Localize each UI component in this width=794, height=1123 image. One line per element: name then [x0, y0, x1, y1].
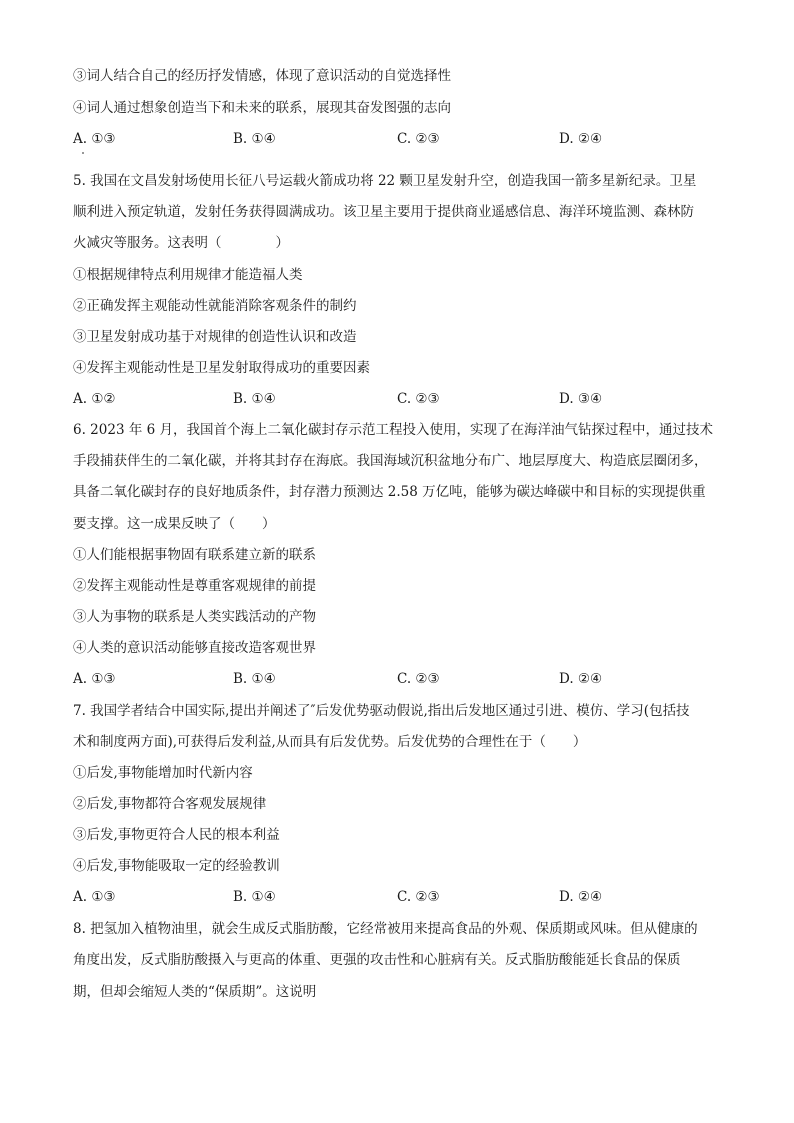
stray-dot-mark: [82, 152, 84, 154]
q7-stem-line-1: 7. 我国学者结合中国实际,提出并阐述了″后发优势驱动假说,指出后发地区通过引进、模仿、学习(包括技: [73, 703, 690, 719]
q5-statement-4: ④发挥主观能动性是卫星发射取得成功的重要因素: [73, 360, 370, 376]
q4-option-b: B. ①④: [233, 131, 276, 147]
q6-stem-line-4: 要支撑。这一成果反映了（ ）: [73, 516, 276, 532]
q8-stem-line-1: 8. 把氢加入植物油里，就会生成反式脂肪酸，它经常被用来提高食品的外观、保质期或风味。但从健康的: [73, 921, 698, 937]
q4-option-c: C. ②③: [397, 131, 440, 147]
q7-stem-line-2: 术和制度两方面),可获得后发利益,从而具有后发优势。后发优势的合理性在于（ ）: [73, 734, 587, 750]
q5-options: [73, 390, 733, 408]
q6-stem-line-1: 6. 2023 年 6 月，我国首个海上二氧化碳封存示范工程投入使用，实现了在海洋油气钻探过程中，通过技术: [73, 422, 713, 438]
q5-statement-2: ②正确发挥主观能动性就能消除客观条件的制约: [73, 298, 357, 314]
q8-stem-line-2: 角度出发，反式脂肪酸摄入与更高的体重、更强的攻击性和心脏病有关。反式脂肪酸能延长食品的保质: [73, 952, 681, 968]
q7-statement-2: ②后发,事物都符合客观发展规律: [73, 796, 267, 812]
q6-statement-4: ④人类的意识活动能够直接改造客观世界: [73, 640, 316, 656]
q4-options: [73, 130, 733, 148]
q4-statement-4: ④词人通过想象创造当下和未来的联系，展现其奋发图强的志向: [73, 100, 451, 116]
q5-option-c: C. ②③: [397, 391, 440, 407]
q7-option-d: D. ②④: [559, 889, 603, 905]
q6-option-b: B. ①④: [233, 671, 276, 687]
q8-stem-line-3: 期，但却会缩短人类的“保质期”。这说明: [73, 984, 317, 1000]
q4-option-d: D. ②④: [559, 131, 603, 147]
q7-option-b: B. ①④: [233, 889, 276, 905]
q6-option-c: C. ②③: [397, 671, 440, 687]
q6-stem-line-3: 具备二氧化碳封存的良好地质条件，封存潜力预测达 2.58 万亿吨，能够为碳达峰碳中和目标的实现提供重: [73, 484, 706, 500]
q6-statement-3: ③人为事物的联系是人类实践活动的产物: [73, 609, 316, 625]
q5-option-b: B. ①④: [233, 391, 276, 407]
q5-option-a: A. ①②: [73, 391, 116, 407]
q5-stem-line-1: 5. 我国在文昌发射场使用长征八号运载火箭成功将 22 颗卫星发射升空，创造我国一箭多星新纪录。卫星: [73, 173, 697, 189]
q5-statement-1: ①根据规律特点利用规律才能造福人类: [73, 267, 303, 283]
q7-option-c: C. ②③: [397, 889, 440, 905]
q7-statement-1: ①后发,事物能增加时代新内容: [73, 765, 253, 781]
q5-stem-line-3: 火减灾等服务。这表明（ ）: [73, 235, 289, 251]
q5-statement-3: ③卫星发射成功基于对规律的创造性认识和改造: [73, 329, 357, 345]
q4-option-a: A. ①③: [73, 131, 116, 147]
q7-statement-3: ③后发,事物更符合人民的根本利益: [73, 827, 280, 843]
q6-stem-line-2: 手段捕获伴生的二氧化碳，并将其封存在海底。我国海域沉积盆地分布广、地层厚度大、构造底层圈闭多，: [73, 453, 708, 469]
q7-statement-4: ④后发,事物能吸取一定的经验教训: [73, 858, 280, 874]
q6-statement-1: ①人们能根据事物固有联系建立新的联系: [73, 547, 316, 563]
q5-option-d: D. ③④: [559, 391, 603, 407]
q7-options: [73, 888, 733, 906]
q6-options: [73, 670, 733, 688]
q4-statement-3: ③词人结合自己的经历抒发情感，体现了意识活动的自觉选择性: [73, 68, 451, 84]
q5-stem-line-2: 顺利进入预定轨道，发射任务获得圆满成功。该卫星主要用于提供商业遥感信息、海洋环境监测、森林防: [73, 204, 694, 220]
q6-option-a: A. ①③: [73, 671, 116, 687]
q7-option-a: A. ①③: [73, 889, 116, 905]
q6-statement-2: ②发挥主观能动性是尊重客观规律的前提: [73, 578, 316, 594]
q6-option-d: D. ②④: [559, 671, 603, 687]
